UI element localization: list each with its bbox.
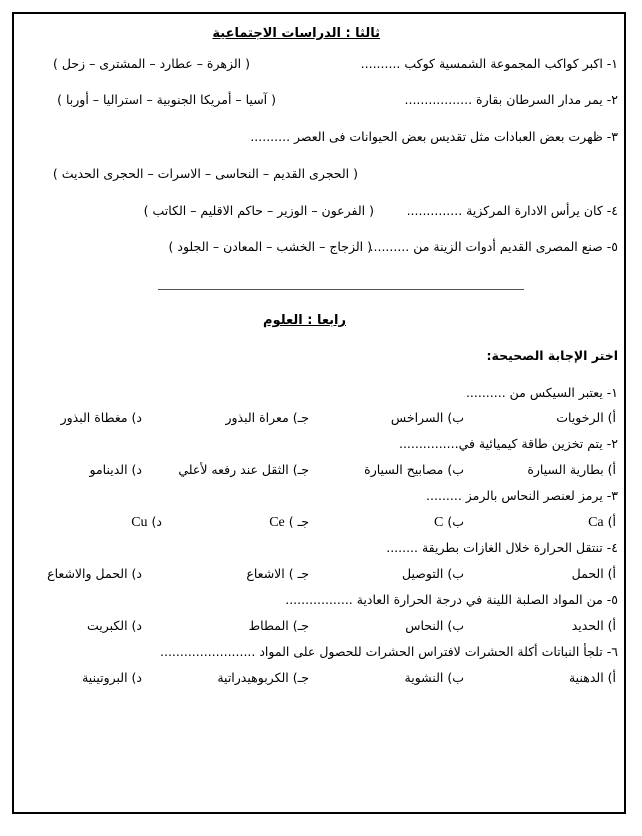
science-q1-option-a: أ) الرخويات [556, 410, 616, 425]
science-q4-option-d: د) الحمل والاشعاع [47, 566, 142, 581]
science-q2-option-a: أ) بطارية السيارة [527, 462, 616, 477]
science-title: رابعا : العلوم [263, 313, 346, 328]
science-q2: ٢- يتم تخزين طاقة كيميائية في............... [398, 436, 618, 451]
science-instruction: اختر الإجابة الصحيحة: [486, 348, 618, 363]
science-q5-option-a: أ) الحديد [571, 618, 616, 633]
science-q4-option-a: أ) الحمل [571, 566, 616, 581]
science-q3-option-a: أ) Ca [588, 514, 616, 530]
science-q6: ٦- تلجأ النباتات أكلة الحشرات لافتراس الحشرات للحصول على المواد ........................ [160, 644, 618, 659]
science-q1: ١- يعتبر السيكس من .......... [465, 385, 618, 400]
social-q5-choices: ( الزجاج – الخشب – المعادن – الجلود ) [168, 239, 372, 254]
science-q4-option-c: جـ ) الاشعاع [246, 566, 309, 581]
science-q5-option-d: د) الكبريت [86, 618, 142, 633]
science-q6-option-c: جـ) الكربوهيدراتية [217, 670, 309, 685]
science-q5-option-c: جـ) المطاط [248, 618, 309, 633]
social-q5-text: ٥- صنع المصرى القديم أدوات الزينة من .......... [369, 239, 618, 254]
science-q6-option-a: أ) الدهنية [568, 670, 616, 685]
social-q2-choices: ( آسيا – أمريكا الجنوبية – استراليا – أوربا ) [57, 92, 276, 107]
science-q4: ٤- تنتقل الحرارة خلال الغازات بطريقة ........ [386, 540, 618, 555]
science-q5: ٥- من المواد الصلبة اللينة في درجة الحرارة العادية ................. [285, 592, 618, 607]
science-q3-option-b: ب) C [434, 514, 464, 530]
section-divider [158, 289, 524, 290]
science-q2-option-d: د) الدينامو [89, 462, 142, 477]
science-q3: ٣- يرمز لعنصر النحاس بالرمز ......... [426, 488, 618, 503]
social-q1-choices: ( الزهرة – عطارد – المشترى – زحل ) [53, 56, 250, 71]
science-q5-option-b: ب) النحاس [405, 618, 464, 633]
science-q4-option-b: ب) التوصيل [402, 566, 464, 581]
social-q4-text: ٤- كان يرأس الادارة المركزية .............. [406, 203, 618, 218]
social-q2-text: ٢- يمر مدار السرطان بقارة ................. [404, 92, 618, 107]
science-q1-option-c: جـ) معراة البذور [225, 410, 309, 425]
social-studies-title: ثالثا : الدراسات الاجتماعية [212, 26, 380, 41]
social-q3-text: ٣- ظهرت بعض العبادات مثل تقديس بعض الحيوانات فى العصر .......... [250, 129, 618, 144]
social-q1-text: ١- اكبر كواكب المجموعة الشمسية كوكب .......... [360, 56, 618, 71]
social-q4-choices: ( الفرعون – الوزير – حاكم الاقليم – الكاتب ) [143, 203, 374, 218]
science-q1-option-b: ب) السراخس [390, 410, 464, 425]
science-q6-option-b: ب) النشوية [404, 670, 464, 685]
science-q2-option-c: جـ) الثقل عند رفعه لأعلي [178, 462, 309, 477]
science-q1-option-d: د) مغطاة البذور [60, 410, 142, 425]
science-q3-option-c: جـ ) Ce [269, 514, 309, 530]
science-q2-option-b: ب) مصابيح السيارة [364, 462, 464, 477]
social-q3-choices: ( الحجرى القديم – النحاسى – الاسرات – الحجرى الحديث ) [52, 166, 358, 181]
science-q6-option-d: د) البروتينية [82, 670, 142, 685]
science-q3-option-d: د) Cu [131, 514, 162, 530]
